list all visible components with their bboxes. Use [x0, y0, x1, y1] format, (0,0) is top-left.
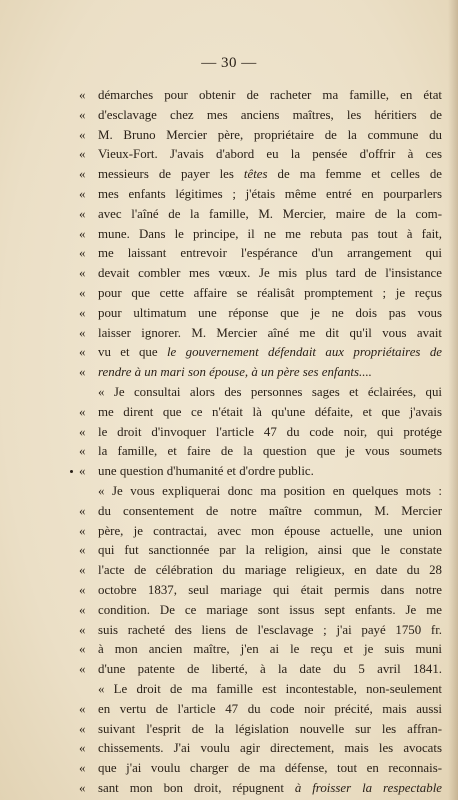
quote-mark: « — [79, 721, 86, 736]
line-text: une question d'humanité et d'ordre public. — [98, 464, 314, 479]
quote-mark: « — [79, 107, 86, 122]
line-text: devait combler mes vœux. Je mis plus tard de l'insistance — [98, 266, 442, 281]
quote-mark: « — [79, 503, 86, 518]
line-text-italic: à froisser la respectable — [294, 780, 442, 795]
body-text — [0, 86, 458, 799]
line-text: suivant l'esprit de la législation nouvelle sur les affran- — [98, 721, 442, 736]
quote-mark: « — [79, 404, 86, 419]
quote-mark: « — [79, 741, 86, 756]
line-text: « Le droit de ma famille est incontestable, non-seulement — [98, 681, 442, 696]
line-text: mes enfants légitimes ; j'étais même entré en pourparlers — [98, 186, 442, 201]
text-line — [0, 403, 458, 423]
line-text: démarches pour obtenir de racheter ma famille, en état — [98, 88, 442, 102]
quote-mark: « — [79, 602, 86, 617]
text-line — [0, 541, 458, 561]
quote-mark: « — [79, 305, 86, 320]
quote-mark: « — [79, 246, 86, 261]
text-line — [0, 561, 458, 581]
line-text: laisser ignorer. M. Mercier aîné me dit qu'il vous avait — [98, 325, 442, 340]
text-line — [0, 779, 458, 799]
line-text: « Je consultai alors des personnes sages et éclairées, qui — [98, 384, 442, 399]
line-text — [98, 363, 442, 383]
text-line — [0, 145, 458, 165]
line-text: la famille, et faire de la question que je vous soumets — [98, 444, 442, 459]
quote-mark: « — [79, 285, 86, 300]
line-text: avec l'aîné de la famille, M. Mercier, maire de la com- — [98, 206, 442, 221]
text-line — [0, 205, 458, 225]
quote-mark: « — [79, 543, 86, 558]
text-line — [0, 621, 458, 641]
quote-mark: « — [79, 325, 86, 340]
line-text: père, je contractai, avec mon épouse actuelle, une union — [98, 523, 442, 538]
quote-mark: « — [79, 147, 86, 162]
quote-mark: « — [79, 780, 86, 795]
line-text: le droit d'invoquer l'article 47 du code noir, qui protége — [98, 424, 442, 439]
text-line — [0, 640, 458, 660]
line-text-roman: vu et que — [98, 345, 167, 360]
line-text: que j'ai voulu charger de ma défense, tout en reconnais- — [98, 761, 442, 776]
line-text-italic: têtes — [243, 167, 268, 182]
text-line — [0, 225, 458, 245]
line-text: me dirent que ce n'était là qu'une défaite, et que j'avais — [98, 404, 442, 419]
page-number: — 30 — — [201, 55, 257, 71]
quote-mark: « — [79, 563, 86, 578]
line-text: condition. De ce mariage sont issus sept enfants. Je me — [98, 602, 442, 617]
text-line — [0, 106, 458, 126]
text-line — [0, 244, 458, 264]
text-line — [0, 462, 458, 482]
text-line — [0, 660, 458, 680]
line-text-roman: sant mon bon droit, répugnent — [98, 780, 295, 795]
text-line — [0, 739, 458, 759]
line-text: suis racheté des liens de l'esclavage ; j'ai payé 1750 fr. — [98, 622, 442, 637]
text-line — [0, 522, 458, 542]
quote-mark: « — [79, 167, 86, 182]
text-line — [0, 720, 458, 740]
text-line — [0, 126, 458, 146]
quote-mark: « — [79, 345, 86, 360]
line-text: d'une patente de liberté, à la date du 5 avril 1841. — [98, 662, 442, 677]
text-line — [0, 304, 458, 324]
text-line — [0, 363, 458, 383]
text-line — [0, 343, 458, 363]
quote-mark: « — [79, 127, 86, 142]
text-line — [0, 165, 458, 185]
line-text: en vertu de l'article 47 du code noir précité, mais aussi — [98, 701, 442, 716]
text-line — [0, 284, 458, 304]
line-text — [98, 343, 442, 363]
quote-mark: « — [79, 88, 86, 102]
line-text: du consentement de notre maître commun, M. Mercier — [98, 503, 442, 518]
text-line — [0, 581, 458, 601]
text-line — [0, 700, 458, 720]
text-line — [0, 324, 458, 344]
text-line — [0, 383, 458, 403]
quote-mark: « — [79, 206, 86, 221]
text-line — [0, 482, 458, 502]
line-text: mune. Dans le principe, il ne me rebuta pas tout à fait, — [98, 226, 442, 241]
quote-mark: « — [79, 365, 86, 380]
line-text: l'acte de célébration du mariage religieux, en date du 28 — [98, 563, 442, 578]
text-line — [0, 680, 458, 700]
line-text: me laissant entrevoir l'espérance d'un arrangement qui — [98, 246, 442, 261]
text-line — [0, 86, 458, 106]
quote-mark: « — [79, 582, 86, 597]
line-text: d'esclavage chez mes anciens maîtres, les héritiers de — [98, 107, 442, 122]
line-text — [98, 779, 442, 799]
line-text-italic: rendre à un mari son épouse, à un père ses enfants.... — [98, 365, 372, 380]
line-text: M. Bruno Mercier père, propriétaire de la commune du — [98, 127, 442, 142]
line-text: pour ultimatum une réponse que je ne dois pas vous — [98, 305, 442, 320]
line-text-roman: messieurs de payer les — [98, 167, 244, 182]
line-text: octobre 1837, seul mariage qui était permis dans notre — [98, 582, 442, 597]
line-text: à mon ancien maître, j'en ai le reçu et je suis muni — [98, 642, 442, 657]
quote-mark: « — [79, 642, 86, 657]
line-text: « Je vous expliquerai donc ma position en quelques mots : — [98, 483, 442, 498]
quote-mark: « — [79, 662, 86, 677]
line-text-roman: de ma femme et celles de — [267, 167, 442, 182]
text-line — [0, 423, 458, 443]
line-text: qui fut sanctionnée par la religion, ainsi que le constate — [98, 543, 442, 558]
text-line — [0, 601, 458, 621]
text-line — [0, 264, 458, 284]
quote-mark: « — [79, 266, 86, 281]
text-line — [0, 185, 458, 205]
line-text — [98, 165, 442, 185]
text-line — [0, 759, 458, 779]
line-text: pour que cette affaire se réalisât promptement ; je reçus — [98, 285, 442, 300]
quote-mark: « — [79, 226, 86, 241]
ink-speck — [70, 470, 73, 473]
line-text: chissements. J'ai voulu agir directement, mais les avocats — [98, 741, 442, 756]
quote-mark: « — [79, 523, 86, 538]
text-line — [0, 502, 458, 522]
quote-mark: « — [79, 701, 86, 716]
quote-mark: « — [79, 622, 86, 637]
text-line — [0, 442, 458, 462]
quote-mark: « — [79, 444, 86, 459]
quote-mark: « — [79, 761, 86, 776]
quote-mark: « — [79, 424, 86, 439]
quote-mark: « — [79, 186, 86, 201]
quote-mark: « — [79, 464, 86, 479]
line-text-italic: le gouvernement défendait aux propriétaires de — [166, 345, 442, 360]
line-text: Vieux-Fort. J'avais d'abord eu la pensée d'offrir à ces — [98, 147, 442, 162]
